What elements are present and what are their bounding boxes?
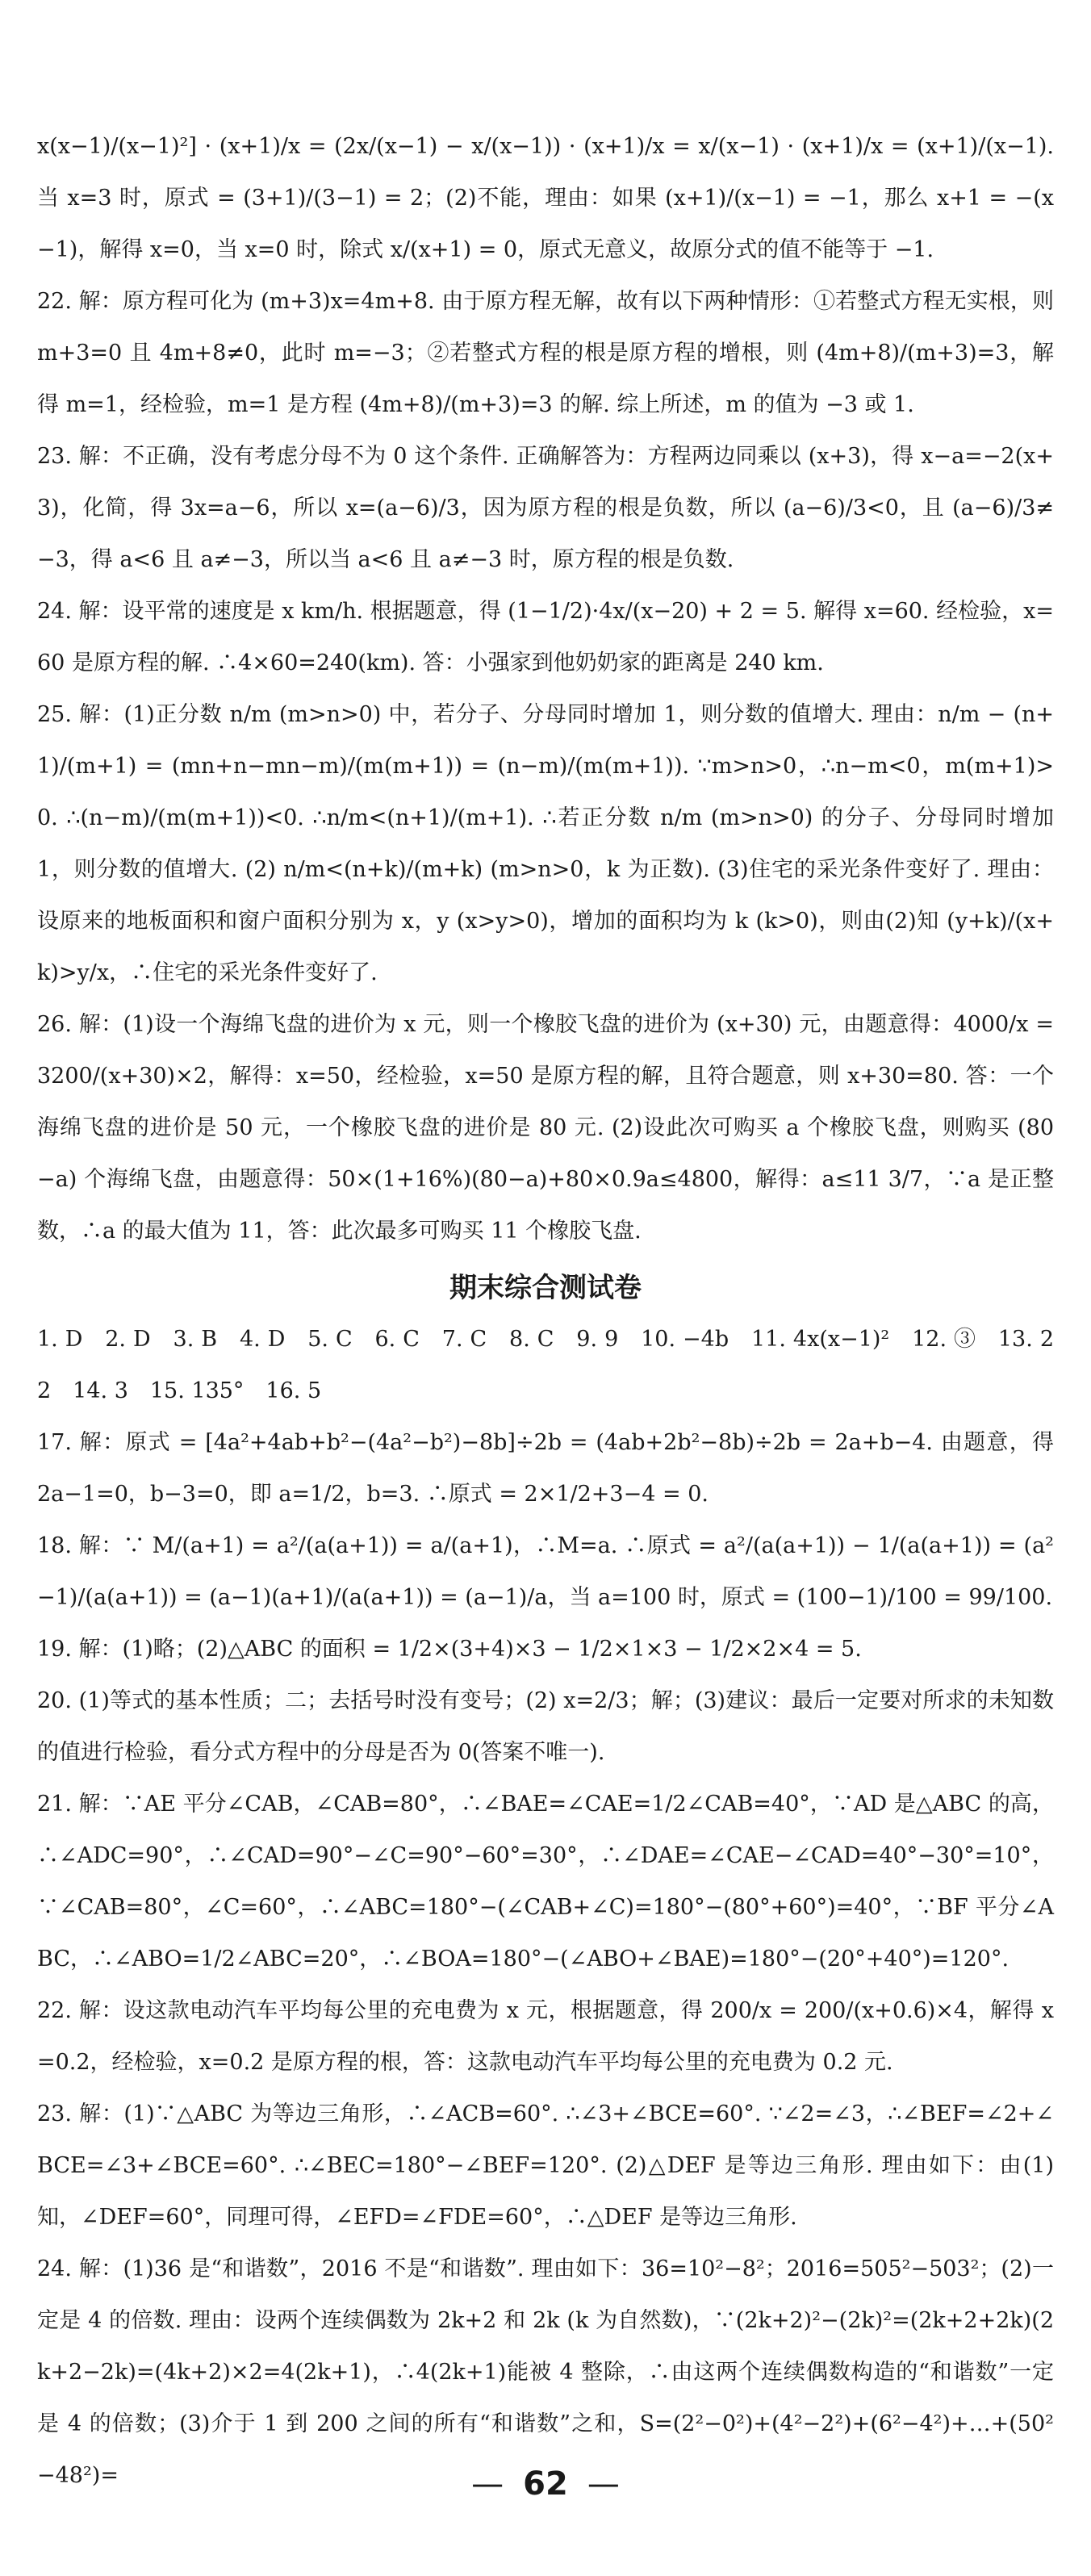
answer-paragraph: 21. 解：∵AE 平分∠CAB，∠CAB=80°，∴∠BAE=∠CAE=1/2∠CAB=40°，∵AD 是△ABC 的高，∴∠ADC=90°，∴∠CAD=90°−∠C=90°−60°=30°，∴∠DAE=∠CAE−∠CAD=40°−30°=10°，∵∠CAB=80°，∠C=60°，∴∠ABC=180°−(∠CAB+∠C)=180°−(80°+60°)=40°，∵BF 平分∠ABC，∴∠ABO=1/2∠ABC=20°，∴∠BOA=180°−(∠ABO+∠BAE)=180°−(20°+40°)=120°. <box>37 1792 1054 1972</box>
answer-paragraph: 22. 解：设这款电动汽车平均每公里的充电费为 x 元，根据题意，得 200/x = 200/(x+0.6)×4，解得 x=0.2，经检验，x=0.2 是原方程的根，答：这款电动汽车平均每公里的充电费为 0.2 元. <box>37 1998 1054 2075</box>
answer-paragraph: 18. 解：∵ M/(a+1) = a²/(a(a+1)) = a/(a+1)，∴M=a. ∴原式 = a²/(a(a+1)) − 1/(a(a+1)) = (a²−1)/(a(a+1)) = (a−1)(a+1)/(a(a+1)) = (a−1)/a，当 a=100 时，原式 = (100−1)/100 = 99/100. <box>37 1533 1054 1610</box>
answer-paragraph: 19. 解：(1)略；(2)△ABC 的面积 = 1/2×(3+4)×3 − 1/2×1×3 − 1/2×2×4 = 5. <box>37 1637 862 1662</box>
answer-paragraph: 17. 解：原式 = [4a²+4ab+b²−(4a²−b²)−8b]÷2b = (4ab+2b²−8b)÷2b = 2a+b−4. 由题意，得 2a−1=0，b−3=0，即 a=1/2，b=3. ∴原式 = 2×1/2+3−4 = 0. <box>37 1430 1054 1507</box>
section-title: 期末综合测试卷 <box>449 1272 642 1304</box>
answer-paragraph: 24. 解：设平常的速度是 x km/h. 根据题意，得 (1−1/2)·4x/(x−20) + 2 = 5. 解得 x=60. 经检验，x=60 是原方程的解. ∴4×60=240(km). 答：小强家到他奶奶家的距离是 240 km. <box>37 599 1054 675</box>
answer-block-2 <box>37 1314 1054 2502</box>
footer-dash-left: — <box>471 2465 504 2503</box>
answer-key-line: 1. D 2. D 3. B 4. D 5. C 6. C 7. C 8. C 9. 9 10. −4b 11. 4x(x−1)² 12. ③ 13. 22 14. 3 15. 135° 16. 5 <box>37 1327 1054 1403</box>
answer-paragraph: 26. 解：(1)设一个海绵飞盘的进价为 x 元，则一个橡胶飞盘的进价为 (x+30) 元，由题意得：4000/x = 3200/(x+30)×2，解得：x=50，经检验，x=50 是原方程的解，且符合题意，则 x+30=80. 答：一个海绵飞盘的进价是 50 元，一个橡胶飞盘的进价是 80 元. (2)设此次可购买 a 个橡胶飞盘，则购买 (80−a) 个海绵飞盘，由题意得：50×(1+16%)(80−a)+80×0.9a≤4800，解得：a≤11 3/7，∵a 是正整数，∴a 的最大值为 11，答：此次最多可购买 11 个橡胶飞盘. <box>37 1012 1054 1244</box>
answer-paragraph: x(x−1)/(x−1)²] · (x+1)/x = (2x/(x−1) − x/(x−1)) · (x+1)/x = x/(x−1) · (x+1)/x = (x+1)/(x−1). 当 x=3 时，原式 = (3+1)/(3−1) = 2；(2)不能，理由：如果 (x+1)/(x−1) = −1，那么 x+1 = −(x−1)，解得 x=0，当 x=0 时，除式 x/(x+1) = 0，原式无意义，故原分式的值不能等于 −1. <box>37 134 1054 262</box>
answer-paragraph: 25. 解：(1)正分数 n/m (m>n>0) 中，若分子、分母同时增加 1，则分数的值增大. 理由：n/m − (n+1)/(m+1) = (mn+n−mn−m)/(m(m+1)) = (n−m)/(m(m+1)). ∵m>n>0，∴n−m<0，m(m+1)>0. ∴(n−m)/(m(m+1))<0. ∴n/m<(n+1)/(m+1). ∴若正分数 n/m (m>n>0) 的分子、分母同时增加 1，则分数的值增大. (2) n/m<(n+k)/(m+k) (m>n>0，k 为正数). (3)住宅的采光条件变好了. 理由：设原来的地板面积和窗户面积分别为 x，y (x>y>0)，增加的面积均为 k (k>0)，则由(2)知 (y+k)/(x+k)>y/x，∴住宅的采光条件变好了. <box>37 702 1054 985</box>
page-number: 62 <box>523 2465 568 2503</box>
page-number-footer <box>0 2465 1091 2503</box>
footer-dash-right: — <box>587 2465 620 2503</box>
answer-paragraph: 22. 解：原方程可化为 (m+3)x=4m+8. 由于原方程无解，故有以下两种情形：①若整式方程无实根，则 m+3=0 且 4m+8≠0，此时 m=−3；②若整式方程的根是原方程的增根，则 (4m+8)/(m+3)=3，解得 m=1，经检验，m=1 是方程 (4m+8)/(m+3)=3 的解. 综上所述，m 的值为 −3 或 1. <box>37 289 1054 417</box>
answer-paragraph: 24. 解：(1)36 是“和谐数”，2016 不是“和谐数”. 理由如下：36=10²−8²；2016=505²−503²；(2)一定是 4 的倍数. 理由：设两个连续偶数为 2k+2 和 2k (k 为自然数)，∵(2k+2)²−(2k)²=(2k+2+2k)(2k+2−2k)=(4k+2)×2=4(2k+1)，∴4(2k+1)能被 4 整除，∴由这两个连续偶数构造的“和谐数”一定是 4 的倍数；(3)介于 1 到 200 之间的所有“和谐数”之和，S=(2²−0²)+(4²−2²)+(6²−4²)+…+(50²−48²)= <box>37 2256 1054 2488</box>
answer-block-1 <box>37 121 1054 1257</box>
answer-paragraph: 20. (1)等式的基本性质；二；去括号时没有变号；(2) x=2/3；解；(3)建议：最后一定要对所求的未知数的值进行检验，看分式方程中的分母是否为 0(答案不唯一). <box>37 1688 1054 1765</box>
answer-paragraph: 23. 解：不正确，没有考虑分母不为 0 这个条件. 正确解答为：方程两边同乘以 (x+3)，得 x−a=−2(x+3)，化简，得 3x=a−6，所以 x=(a−6)/3，因为原方程的根是负数，所以 (a−6)/3<0，且 (a−6)/3≠−3，得 a<6 且 a≠−3，所以当 a<6 且 a≠−3 时，原方程的根是负数. <box>37 444 1054 572</box>
answer-paragraph: 23. 解：(1)∵△ABC 为等边三角形，∴∠ACB=60°. ∴∠3+∠BCE=60°. ∵∠2=∠3，∴∠BEF=∠2+∠BCE=∠3+∠BCE=60°. ∴∠BEC=180°−∠BEF=120°. (2)△DEF 是等边三角形. 理由如下：由(1)知，∠DEF=60°，同理可得，∠EFD=∠FDE=60°，∴△DEF 是等边三角形. <box>37 2101 1054 2230</box>
